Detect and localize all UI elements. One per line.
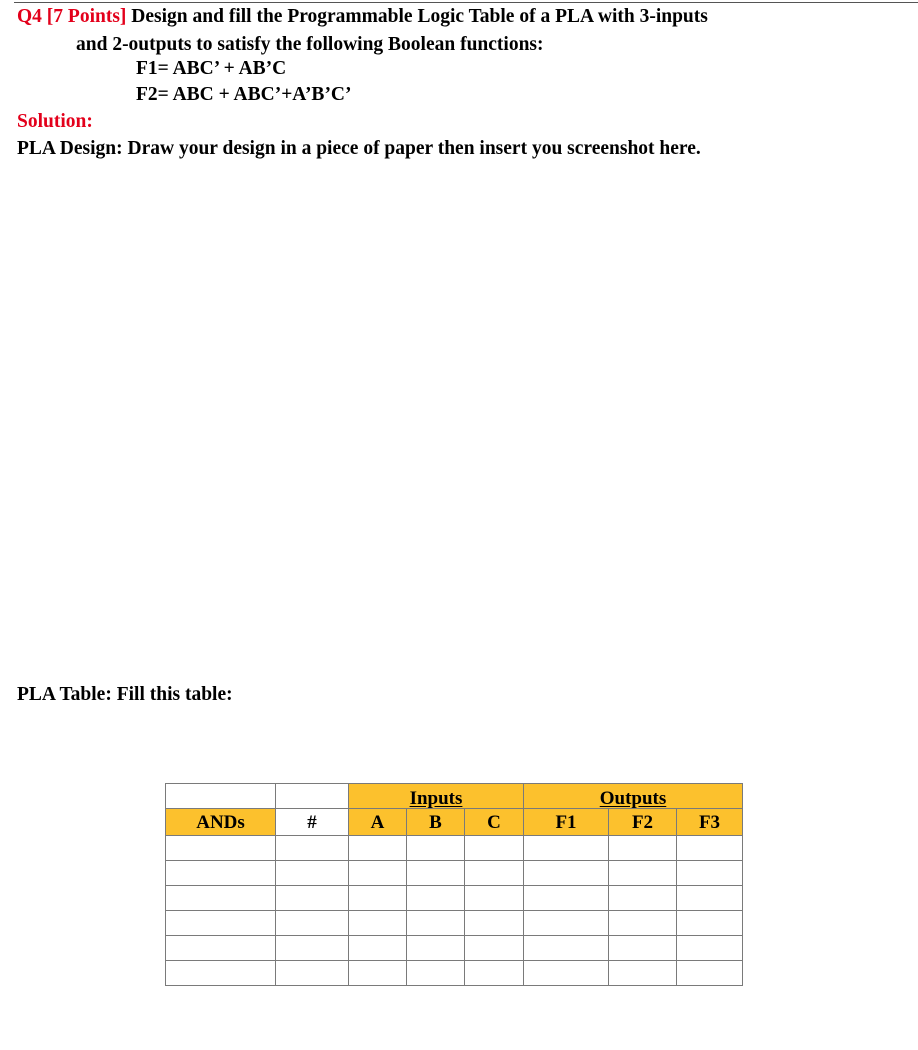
table-cell-empty[interactable]: [349, 911, 407, 936]
pla-design-instruction: PLA Design: Draw your design in a piece of paper then insert you screenshot here.: [17, 138, 701, 159]
table-cell-empty[interactable]: [524, 961, 609, 986]
table-cell-empty[interactable]: [465, 836, 524, 861]
table-cell-empty[interactable]: [349, 961, 407, 986]
table-cell-empty[interactable]: [524, 936, 609, 961]
table-cell-empty[interactable]: [276, 911, 349, 936]
table-cell-empty[interactable]: [465, 861, 524, 886]
table-cell-empty[interactable]: [166, 861, 276, 886]
table-cell-empty[interactable]: [407, 961, 465, 986]
table-cell-empty[interactable]: [677, 861, 743, 886]
table-cell-empty[interactable]: [609, 911, 677, 936]
column-header-f2: F2: [609, 809, 677, 836]
table-cell-empty[interactable]: [609, 861, 677, 886]
table-cell-empty[interactable]: [465, 911, 524, 936]
table-cell-empty[interactable]: [166, 886, 276, 911]
table-cell-empty[interactable]: [407, 936, 465, 961]
table-cell-empty[interactable]: [349, 936, 407, 961]
table-row: [166, 836, 743, 861]
table-cell-empty[interactable]: [524, 836, 609, 861]
table-cell-empty[interactable]: [524, 911, 609, 936]
column-header-f3: F3: [677, 809, 743, 836]
table-row: [166, 961, 743, 986]
table-cell-empty[interactable]: [276, 836, 349, 861]
question-header: [17, 5, 708, 29]
table-row: [166, 936, 743, 961]
table-cell-blank: [276, 784, 349, 809]
column-header-c: C: [465, 809, 524, 836]
table-cell-empty[interactable]: [609, 886, 677, 911]
outputs-header-text: Outputs: [599, 788, 667, 809]
table-cell-empty[interactable]: [465, 961, 524, 986]
table-cell-empty[interactable]: [465, 936, 524, 961]
column-header-b: B: [407, 809, 465, 836]
pla-table: [165, 783, 743, 986]
column-header-number: #: [276, 809, 349, 836]
function-f2: F2= ABC + ABC’+A’B’C’: [136, 84, 352, 105]
table-cell-empty[interactable]: [609, 836, 677, 861]
inputs-group-header: [349, 784, 524, 809]
column-header-f1: F1: [524, 809, 609, 836]
question-number: Q4: [17, 6, 42, 27]
table-cell-empty[interactable]: [166, 911, 276, 936]
table-cell-empty[interactable]: [407, 861, 465, 886]
table-cell-empty[interactable]: [349, 861, 407, 886]
table-cell-empty[interactable]: [349, 836, 407, 861]
outputs-group-header: [524, 784, 743, 809]
table-cell-empty[interactable]: [407, 911, 465, 936]
table-cell-empty[interactable]: [609, 936, 677, 961]
table-cell-empty[interactable]: [276, 961, 349, 986]
table-cell-empty[interactable]: [677, 836, 743, 861]
table-row: [166, 861, 743, 886]
table-cell-empty[interactable]: [276, 936, 349, 961]
table-cell-empty[interactable]: [524, 861, 609, 886]
question-prompt-line2: and 2-outputs to satisfy the following Boolean functions:: [76, 34, 544, 55]
table-cell-empty[interactable]: [465, 886, 524, 911]
top-divider: [14, 2, 918, 3]
table-row: [166, 911, 743, 936]
table-cell-empty[interactable]: [166, 961, 276, 986]
table-cell-empty[interactable]: [677, 961, 743, 986]
table-cell-blank: [166, 784, 276, 809]
table-cell-empty[interactable]: [166, 936, 276, 961]
column-header-ands: ANDs: [166, 809, 276, 836]
table-cell-empty[interactable]: [524, 886, 609, 911]
table-cell-empty[interactable]: [276, 861, 349, 886]
table-cell-empty[interactable]: [407, 836, 465, 861]
table-cell-empty[interactable]: [276, 886, 349, 911]
function-f1: F1= ABC’ + AB’C: [136, 58, 287, 79]
question-prompt-line1: Design and fill the Programmable Logic Table of a PLA with 3-inputs: [131, 6, 708, 27]
table-column-header-row: [166, 809, 743, 836]
table-cell-empty[interactable]: [407, 886, 465, 911]
table-cell-empty[interactable]: [677, 936, 743, 961]
question-points: [7 Points]: [46, 6, 127, 27]
table-cell-empty[interactable]: [677, 886, 743, 911]
table-row: [166, 886, 743, 911]
table-cell-empty[interactable]: [677, 911, 743, 936]
table-group-header-row: [166, 784, 743, 809]
pla-table-label: PLA Table: Fill this table:: [17, 684, 233, 705]
solution-label: Solution:: [17, 111, 93, 132]
table-cell-empty[interactable]: [166, 836, 276, 861]
table-cell-empty[interactable]: [349, 886, 407, 911]
table-cell-empty[interactable]: [609, 961, 677, 986]
inputs-header-text: Inputs: [409, 788, 463, 809]
column-header-a: A: [349, 809, 407, 836]
